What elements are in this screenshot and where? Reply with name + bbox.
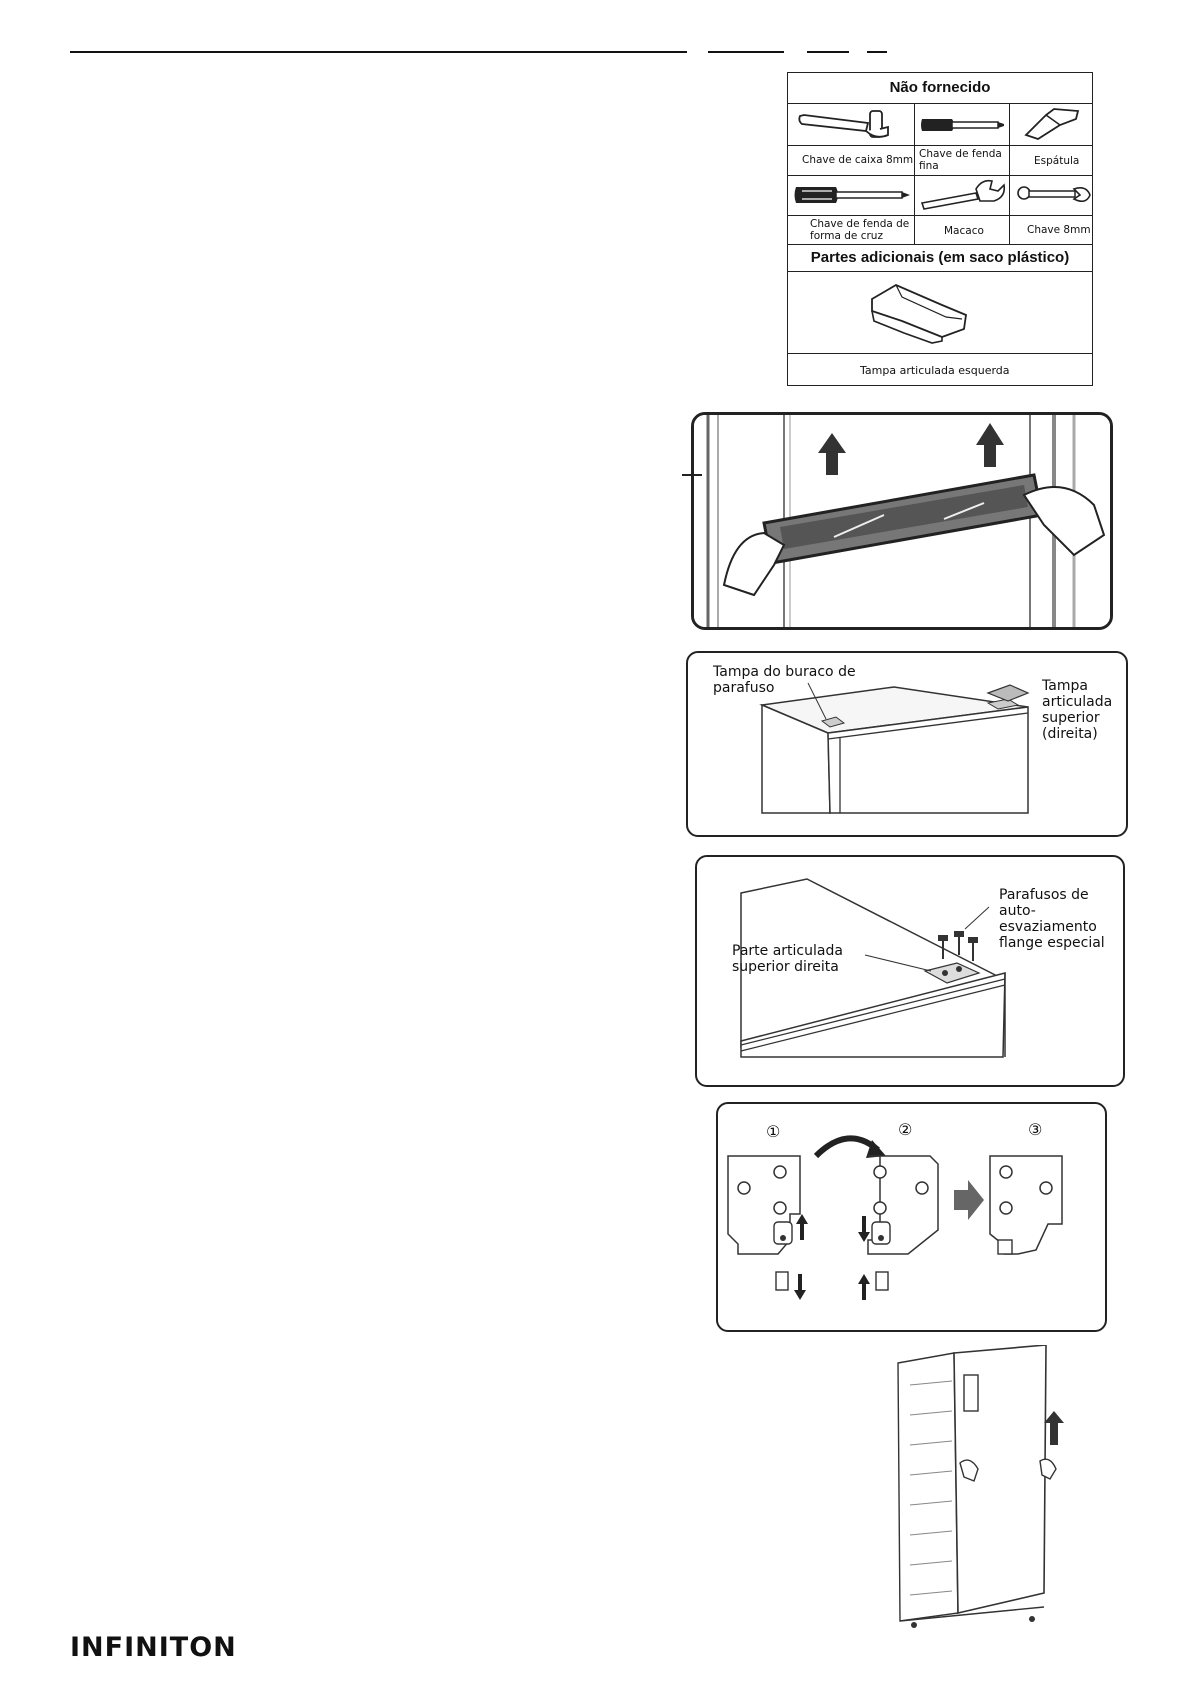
header-rule-3	[807, 51, 849, 53]
adjustable-wrench-icon	[918, 177, 1008, 213]
tool-label-1: Chave de caixa 8mm	[802, 154, 914, 166]
label-top-hinge-cover: Tampa articulada superior (direita)	[1042, 678, 1113, 742]
tool-label-5: Macaco	[944, 225, 984, 237]
figure-hinge-steps	[716, 1102, 1107, 1332]
figure-hinge-screws	[695, 855, 1125, 1087]
header-rule-2	[708, 51, 784, 53]
label-top-right-hinge: Parte articulada superior direita	[732, 943, 843, 975]
figure-freezer-door	[870, 1345, 1070, 1635]
step-3-label: ③	[1028, 1120, 1043, 1139]
step-1-label: ①	[766, 1122, 781, 1141]
tool-label-4: Chave de fenda de forma de cruz	[810, 218, 910, 242]
hinge-cover-part-icon	[862, 281, 972, 347]
tool-label-6: Chave 8mm	[1027, 224, 1091, 236]
additional-parts-title: Partes adicionais (em saco plástico)	[810, 249, 1070, 266]
tools-table	[787, 72, 1093, 386]
figure-marker-tick	[692, 462, 694, 482]
tool-label-3: Espátula	[1034, 155, 1080, 167]
brand-logo: INFINITON	[70, 1632, 237, 1663]
label-screw-hole-cover: Tampa do buraco de parafuso	[713, 664, 856, 696]
header-rule-4	[867, 51, 887, 53]
open-wrench-icon	[1016, 183, 1092, 209]
step-2-label: ②	[898, 1120, 913, 1139]
not-supplied-title: Não fornecido	[889, 79, 991, 96]
figure-top-cover	[686, 651, 1128, 837]
label-flange-screws: Parafusos de auto-esvaziamento flange especial	[999, 887, 1105, 951]
socket-wrench-icon	[796, 107, 908, 143]
cross-screwdriver-icon	[792, 179, 912, 211]
additional-part-label: Tampa articulada esquerda	[860, 364, 1010, 377]
spatula-icon	[1020, 105, 1086, 143]
flat-screwdriver-icon	[918, 111, 1006, 139]
header-rule-1	[70, 51, 687, 53]
figure-remove-shelf	[691, 412, 1113, 630]
tool-label-2: Chave de fenda fina	[919, 148, 1002, 172]
